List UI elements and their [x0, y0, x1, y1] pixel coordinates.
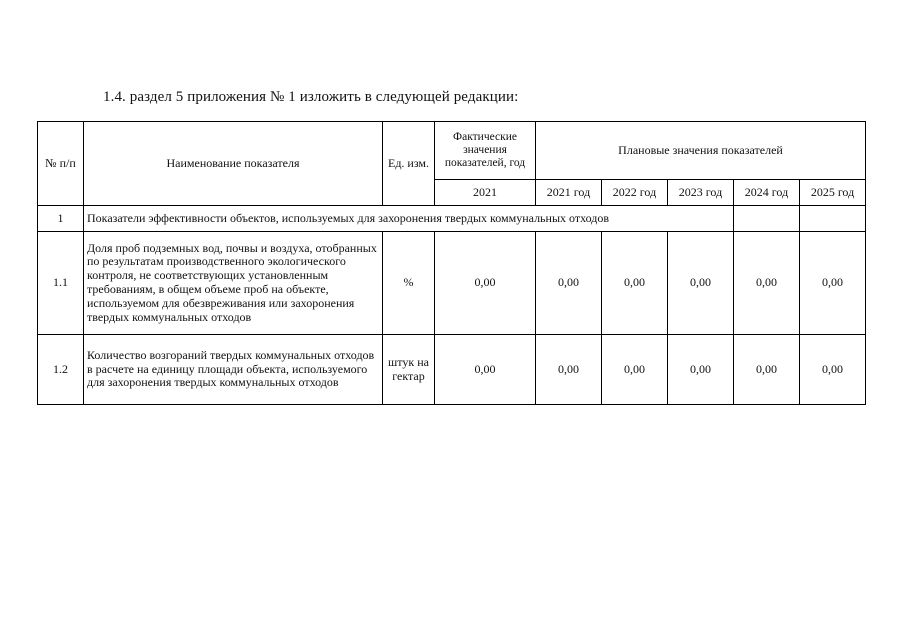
row-unit: % [383, 232, 435, 335]
row-plan-value: 0,00 [734, 232, 800, 335]
header-unit: Ед. изм. [383, 122, 435, 206]
row-unit: штук на гектар [383, 335, 435, 405]
header-fact: Фактические значения показателей, год [435, 122, 536, 180]
row-num: 1.2 [38, 335, 84, 405]
header-plan-year: 2022 год [602, 180, 668, 206]
row-plan-value: 0,00 [668, 335, 734, 405]
section-empty-cell [800, 206, 866, 232]
row-num: 1.1 [38, 232, 84, 335]
header-row-1 [38, 122, 866, 180]
row-plan-value: 0,00 [800, 232, 866, 335]
table-row [38, 232, 866, 335]
header-name: Наименование показателя [84, 122, 383, 206]
row-plan-value: 0,00 [536, 335, 602, 405]
section-title: Показатели эффективности объектов, используемых для захоронения твердых коммунальных отходов [84, 206, 734, 232]
intro-text: 1.4. раздел 5 приложения № 1 изложить в следующей редакции: [103, 89, 519, 105]
row-fact-value: 0,00 [435, 335, 536, 405]
table-row [38, 335, 866, 405]
row-fact-value: 0,00 [435, 232, 536, 335]
row-plan-value: 0,00 [602, 232, 668, 335]
header-num: № п/п [38, 122, 84, 206]
section-row [38, 206, 866, 232]
indicators-table [37, 121, 866, 405]
header-fact-year: 2021 [435, 180, 536, 206]
row-name: Количество возгораний твердых коммунальных отходов в расчете на единицу площади объекта, используемого для захоронения твердых коммунальных отходов [84, 335, 383, 405]
row-plan-value: 0,00 [800, 335, 866, 405]
row-plan-value: 0,00 [536, 232, 602, 335]
row-plan-value: 0,00 [602, 335, 668, 405]
header-plan-year: 2024 год [734, 180, 800, 206]
section-num: 1 [38, 206, 84, 232]
header-plan-year: 2021 год [536, 180, 602, 206]
header-plan: Плановые значения показателей [536, 122, 866, 180]
row-name: Доля проб подземных вод, почвы и воздуха, отобранных по результатам производственного экологического контроля, не соответствующих установленным требованиям, в общем объеме проб на объекте, используемом для обезвреживания или захоронения твердых коммунальных отходов [84, 232, 383, 335]
section-empty-cell [734, 206, 800, 232]
row-plan-value: 0,00 [668, 232, 734, 335]
header-plan-year: 2025 год [800, 180, 866, 206]
row-plan-value: 0,00 [734, 335, 800, 405]
header-plan-year: 2023 год [668, 180, 734, 206]
